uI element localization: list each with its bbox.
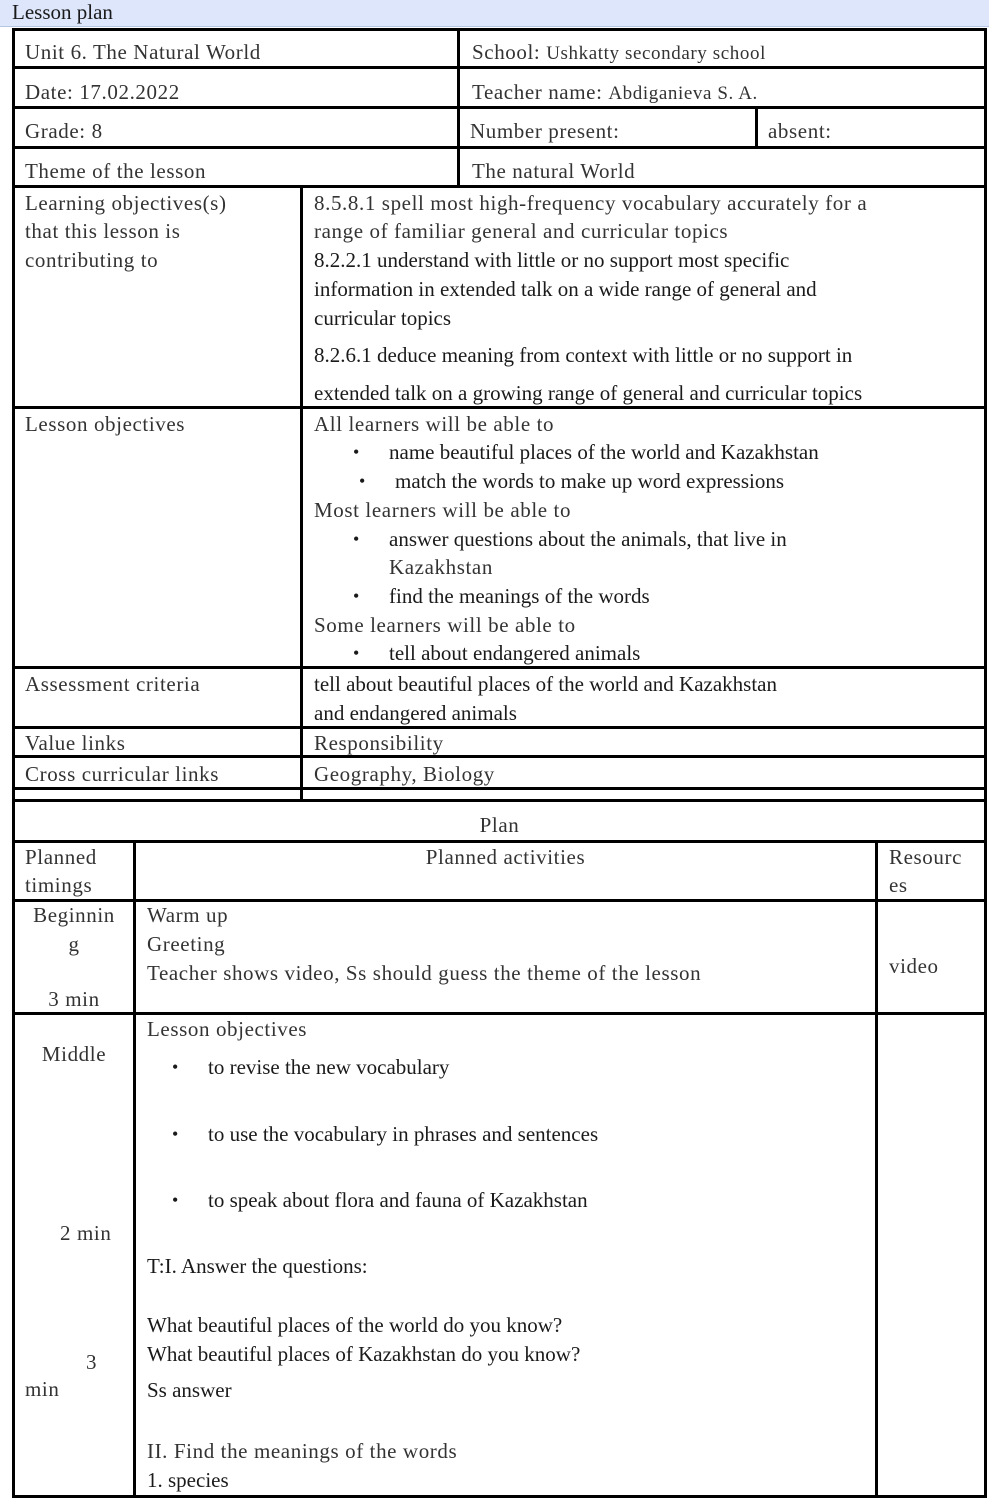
beginning-activity-line: Teacher shows video, Ss should guess the theme of the lesson <box>147 961 702 985</box>
number-present: Number present: <box>470 119 620 143</box>
assessment-label: Assessment criteria <box>25 672 201 696</box>
learning-objective-line: information in extended talk on a wide range of general and <box>314 277 817 301</box>
value-links-label: Value links <box>25 731 126 755</box>
learning-objective-line: 8.2.6.1 deduce meaning from context with little or no support in <box>314 343 853 367</box>
list-item-continuation: Kazakhstan <box>389 555 493 579</box>
ss-answer: Ss answer <box>147 1378 232 1402</box>
timing-beginning-3: 3 min <box>48 987 100 1011</box>
cross-links-label: Cross curricular links <box>25 762 219 786</box>
timing-beginning-1: Beginnin <box>33 903 115 927</box>
timing-middle: Middle <box>41 1042 107 1066</box>
col-header-activities: Planned activities <box>425 845 586 869</box>
list-item: • to speak about flora and fauna of Kazakhstan <box>208 1186 598 1215</box>
document-title-bar <box>0 0 989 27</box>
lesson-date: Date: 17.02.2022 <box>25 80 180 104</box>
learning-objective-line: 8.2.2.1 understand with little or no support most specific <box>314 248 790 272</box>
col-header-timings-1: Planned <box>25 845 97 869</box>
learning-objectives-label-1: Learning objectives(s) <box>25 191 227 215</box>
plan-title: Plan <box>479 813 520 837</box>
school-field <box>472 38 766 68</box>
middle-objectives-list <box>208 1053 598 1215</box>
list-item: • find the meanings of the words <box>389 582 650 611</box>
list-item: • to revise the new vocabulary <box>208 1053 598 1082</box>
task-answer-questions: T:I. Answer the questions: <box>147 1254 368 1278</box>
lesson-objectives-label: Lesson objectives <box>25 412 186 436</box>
absent: absent: <box>768 119 832 143</box>
list-item: • match the words to make up word expressions <box>395 467 825 496</box>
list-item: • to use the vocabulary in phrases and sentences <box>208 1120 598 1149</box>
some-learners-intro: Some learners will be able to <box>314 613 576 637</box>
learning-objective-line: extended talk on a growing range of general and curricular topics <box>314 381 863 405</box>
list-item: • name beautiful places of the world and Kazakhstan <box>389 438 819 467</box>
theme-label: Theme of the lesson <box>25 159 207 183</box>
list-item: • tell about endangered animals <box>389 639 640 668</box>
timing-beginning-2: g <box>68 932 80 956</box>
all-learners-intro: All learners will be able to <box>314 412 555 436</box>
most-learners-list-2 <box>389 582 650 611</box>
assessment-line: tell about beautiful places of the world and Kazakhstan <box>314 672 778 696</box>
timing-3: 3 <box>86 1350 98 1374</box>
grade: Grade: 8 <box>25 119 103 143</box>
unit-title: Unit 6. The Natural World <box>25 40 261 64</box>
teacher-field <box>472 78 758 108</box>
cross-links-value: Geography, Biology <box>314 762 495 786</box>
question-line: What beautiful places of Kazakhstan do you know? <box>147 1342 581 1366</box>
school-label: School: <box>472 40 547 64</box>
task-find-meanings: II. Find the meanings of the words <box>147 1439 458 1463</box>
col-header-timings-2: timings <box>25 873 93 897</box>
document-title: Lesson plan <box>12 0 113 24</box>
most-learners-intro: Most learners will be able to <box>314 498 572 522</box>
learning-objective-line: 8.5.8.1 spell most high-frequency vocabulary accurately for a <box>314 191 868 215</box>
teacher-label: Teacher name: <box>472 80 609 104</box>
most-learners-list <box>389 525 787 554</box>
beginning-activity-line: Greeting <box>147 932 226 956</box>
col-header-resources-1: Resourc <box>889 845 963 869</box>
beginning-resource: video <box>889 954 939 978</box>
timing-min: min <box>25 1377 60 1401</box>
learning-objective-line: curricular topics <box>314 306 452 330</box>
school-value: Ushkatty secondary school <box>546 43 766 64</box>
learning-objectives-label-3: contributing to <box>25 248 159 272</box>
some-learners-list <box>389 639 640 668</box>
timing-2-min: 2 min <box>60 1221 112 1245</box>
value-links-value: Responsibility <box>314 731 444 755</box>
middle-heading: Lesson objectives <box>147 1017 308 1041</box>
list-item: • answer questions about the animals, that live in <box>389 525 787 554</box>
teacher-value: Abdiganieva S. A. <box>608 83 758 104</box>
learning-objectives-label-2: that this lesson is <box>25 219 181 243</box>
word-item: 1. species <box>147 1468 229 1492</box>
question-line: What beautiful places of the world do you know? <box>147 1313 563 1337</box>
learning-objective-line: range of familiar general and curricular topics <box>314 219 729 243</box>
beginning-activity-line: Warm up <box>147 903 229 927</box>
col-header-resources-2: es <box>889 873 908 897</box>
assessment-line: and endangered animals <box>314 701 517 725</box>
all-learners-list <box>389 438 819 496</box>
theme-value: The natural World <box>472 159 636 183</box>
